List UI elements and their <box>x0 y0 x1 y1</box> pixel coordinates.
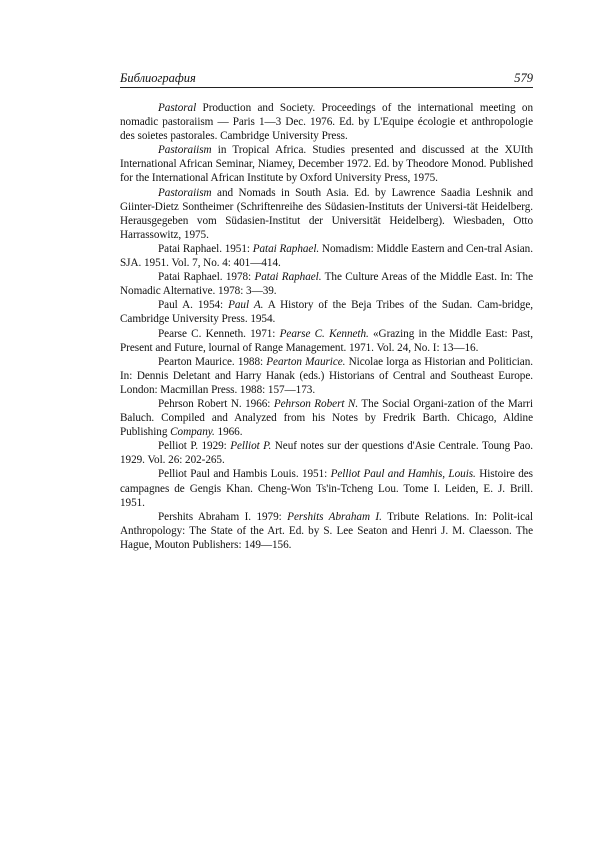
running-head <box>120 71 533 88</box>
entry-text: Production and Society. Proceedings of the international meeting on nomadic pastoraiism — Paris 1—3 Dec. 1976. Ed. by L'Equipe écologie et anthropologie des soietes pastorales. Cambridge University Press. <box>120 102 533 143</box>
entry-italic: Pastoral <box>158 102 197 114</box>
book-page <box>120 71 533 552</box>
bibliography-entry <box>120 298 533 326</box>
entry-text: 1966. <box>214 426 243 439</box>
entry-lead: Pehrson Robert N. 1966: <box>158 397 274 410</box>
entry-italic: Pearton Maurice. <box>266 355 346 368</box>
entry-italic: Pastoraiism <box>158 144 212 157</box>
entry-lead: Patai Raphael. 1978: <box>158 271 255 284</box>
entry-lead: Pelliot Paul and Hambis Louis. 1951: <box>158 468 331 481</box>
entry-text: Nomadism: Middle Eastern and Cen-tral Asian. SJA. 1951. Vol. 7, No. 4: 401—414. <box>120 242 533 270</box>
bibliography-entry <box>120 397 533 439</box>
bibliography-entry <box>120 143 533 185</box>
bibliography-entry <box>120 327 533 355</box>
entry-italic: Pehrson Robert N. <box>273 397 359 410</box>
bibliography-entry <box>120 242 533 270</box>
entry-lead: Pelliot P. 1929: <box>158 440 231 453</box>
bibliography-list <box>120 101 533 552</box>
entry-italic: Paul A. <box>228 299 264 312</box>
entry-text: «Grazing in the Middle East: Past, Present and Future, lournal of Range Management. 1971. Vol. 24, No. I: 13—16. <box>120 327 533 354</box>
entry-italic: Company. <box>170 426 215 439</box>
entry-text: Neuf notes sur der questions d'Asie Centrale. Toung Pao. 1929. Vol. 26: 202-265. <box>120 440 533 467</box>
entry-text: Histoire des campagnes de Gengis Khan. Cheng-Won Ts'in-Tcheng Lou. Tome I. Leiden, E. J. Brill. 1951. <box>120 468 533 509</box>
bibliography-entry <box>120 355 533 397</box>
entry-text: The Social Organi-zation of the Marri Baluch. Compiled and Analyzed from his Notes by Fredrik Barth. Chicago, Aldine Publishing <box>120 397 533 439</box>
entry-lead: Pershits Abraham I. 1979: <box>158 510 288 523</box>
entry-text: The Culture Areas of the Middle East. In: The Nomadic Alternative. 1978: 3—39. <box>120 271 534 298</box>
section-title: Библиография <box>120 71 196 85</box>
entry-italic: Patai Raphael. <box>254 271 322 284</box>
entry-italic: Patai Raphael. <box>252 242 320 255</box>
entry-italic: Pearse C. Kenneth. <box>279 327 369 340</box>
entry-text: in Tropical Africa. Studies presented and discussed at the XUIth International African Seminar, Niamey, December 1972. Ed. by Theodore Monod. Published for the International African Institute by Oxford University Press, 1975. <box>120 144 533 185</box>
bibliography-entry <box>120 439 533 467</box>
bibliography-entry <box>120 186 533 242</box>
bibliography-entry <box>120 467 533 509</box>
bibliography-entry <box>120 101 533 143</box>
entry-text: Tribute Relations. In: Polit-ical Anthropology: The State of the Art. Ed. by S. Lee Seaton and Henri J. M. Claesson. The Hague, Mouton Publishers: 149—156. <box>120 510 533 551</box>
bibliography-entry <box>120 270 533 298</box>
bibliography-entry <box>120 510 533 552</box>
entry-lead: Pearton Maurice. 1988: <box>158 355 267 368</box>
entry-lead: Patai Raphael. 1951: <box>158 242 253 255</box>
entry-text: and Nomads in South Asia. Ed. by Lawrence Saadia Leshnik and Giinter-Dietz Sontheimer (Schriftenreihe des Südasien-Instituts der Universi-tät Heidelberg. Herausgegeben vom Südasien-Institut der Universität Heidelberg). Wiesbaden, Otto Harrassowitz, 1975. <box>120 186 533 241</box>
entry-text: A History of the Beja Tribes of the Sudan. Cam-bridge, Cambridge University Press. 1954. <box>120 299 533 326</box>
entry-italic: Pastoraiism <box>158 186 212 199</box>
entry-lead: Pearse C. Kenneth. 1971: <box>158 327 280 340</box>
entry-italic: Pelliot Paul and Hamhis, Louis. <box>330 468 476 481</box>
entry-text: Nicolae lorga as Historian and Politician. In: Dennis Deletant and Harry Hanak (eds.) Historians of Central and Southeast Europe. London: Macmillan Press. 1988: 157—173. <box>120 355 533 396</box>
page-number: 579 <box>514 71 533 85</box>
entry-italic: Pershits Abraham I. <box>287 510 382 523</box>
entry-italic: Pelliot P. <box>230 440 272 453</box>
entry-lead: Paul A. 1954: <box>158 299 229 312</box>
